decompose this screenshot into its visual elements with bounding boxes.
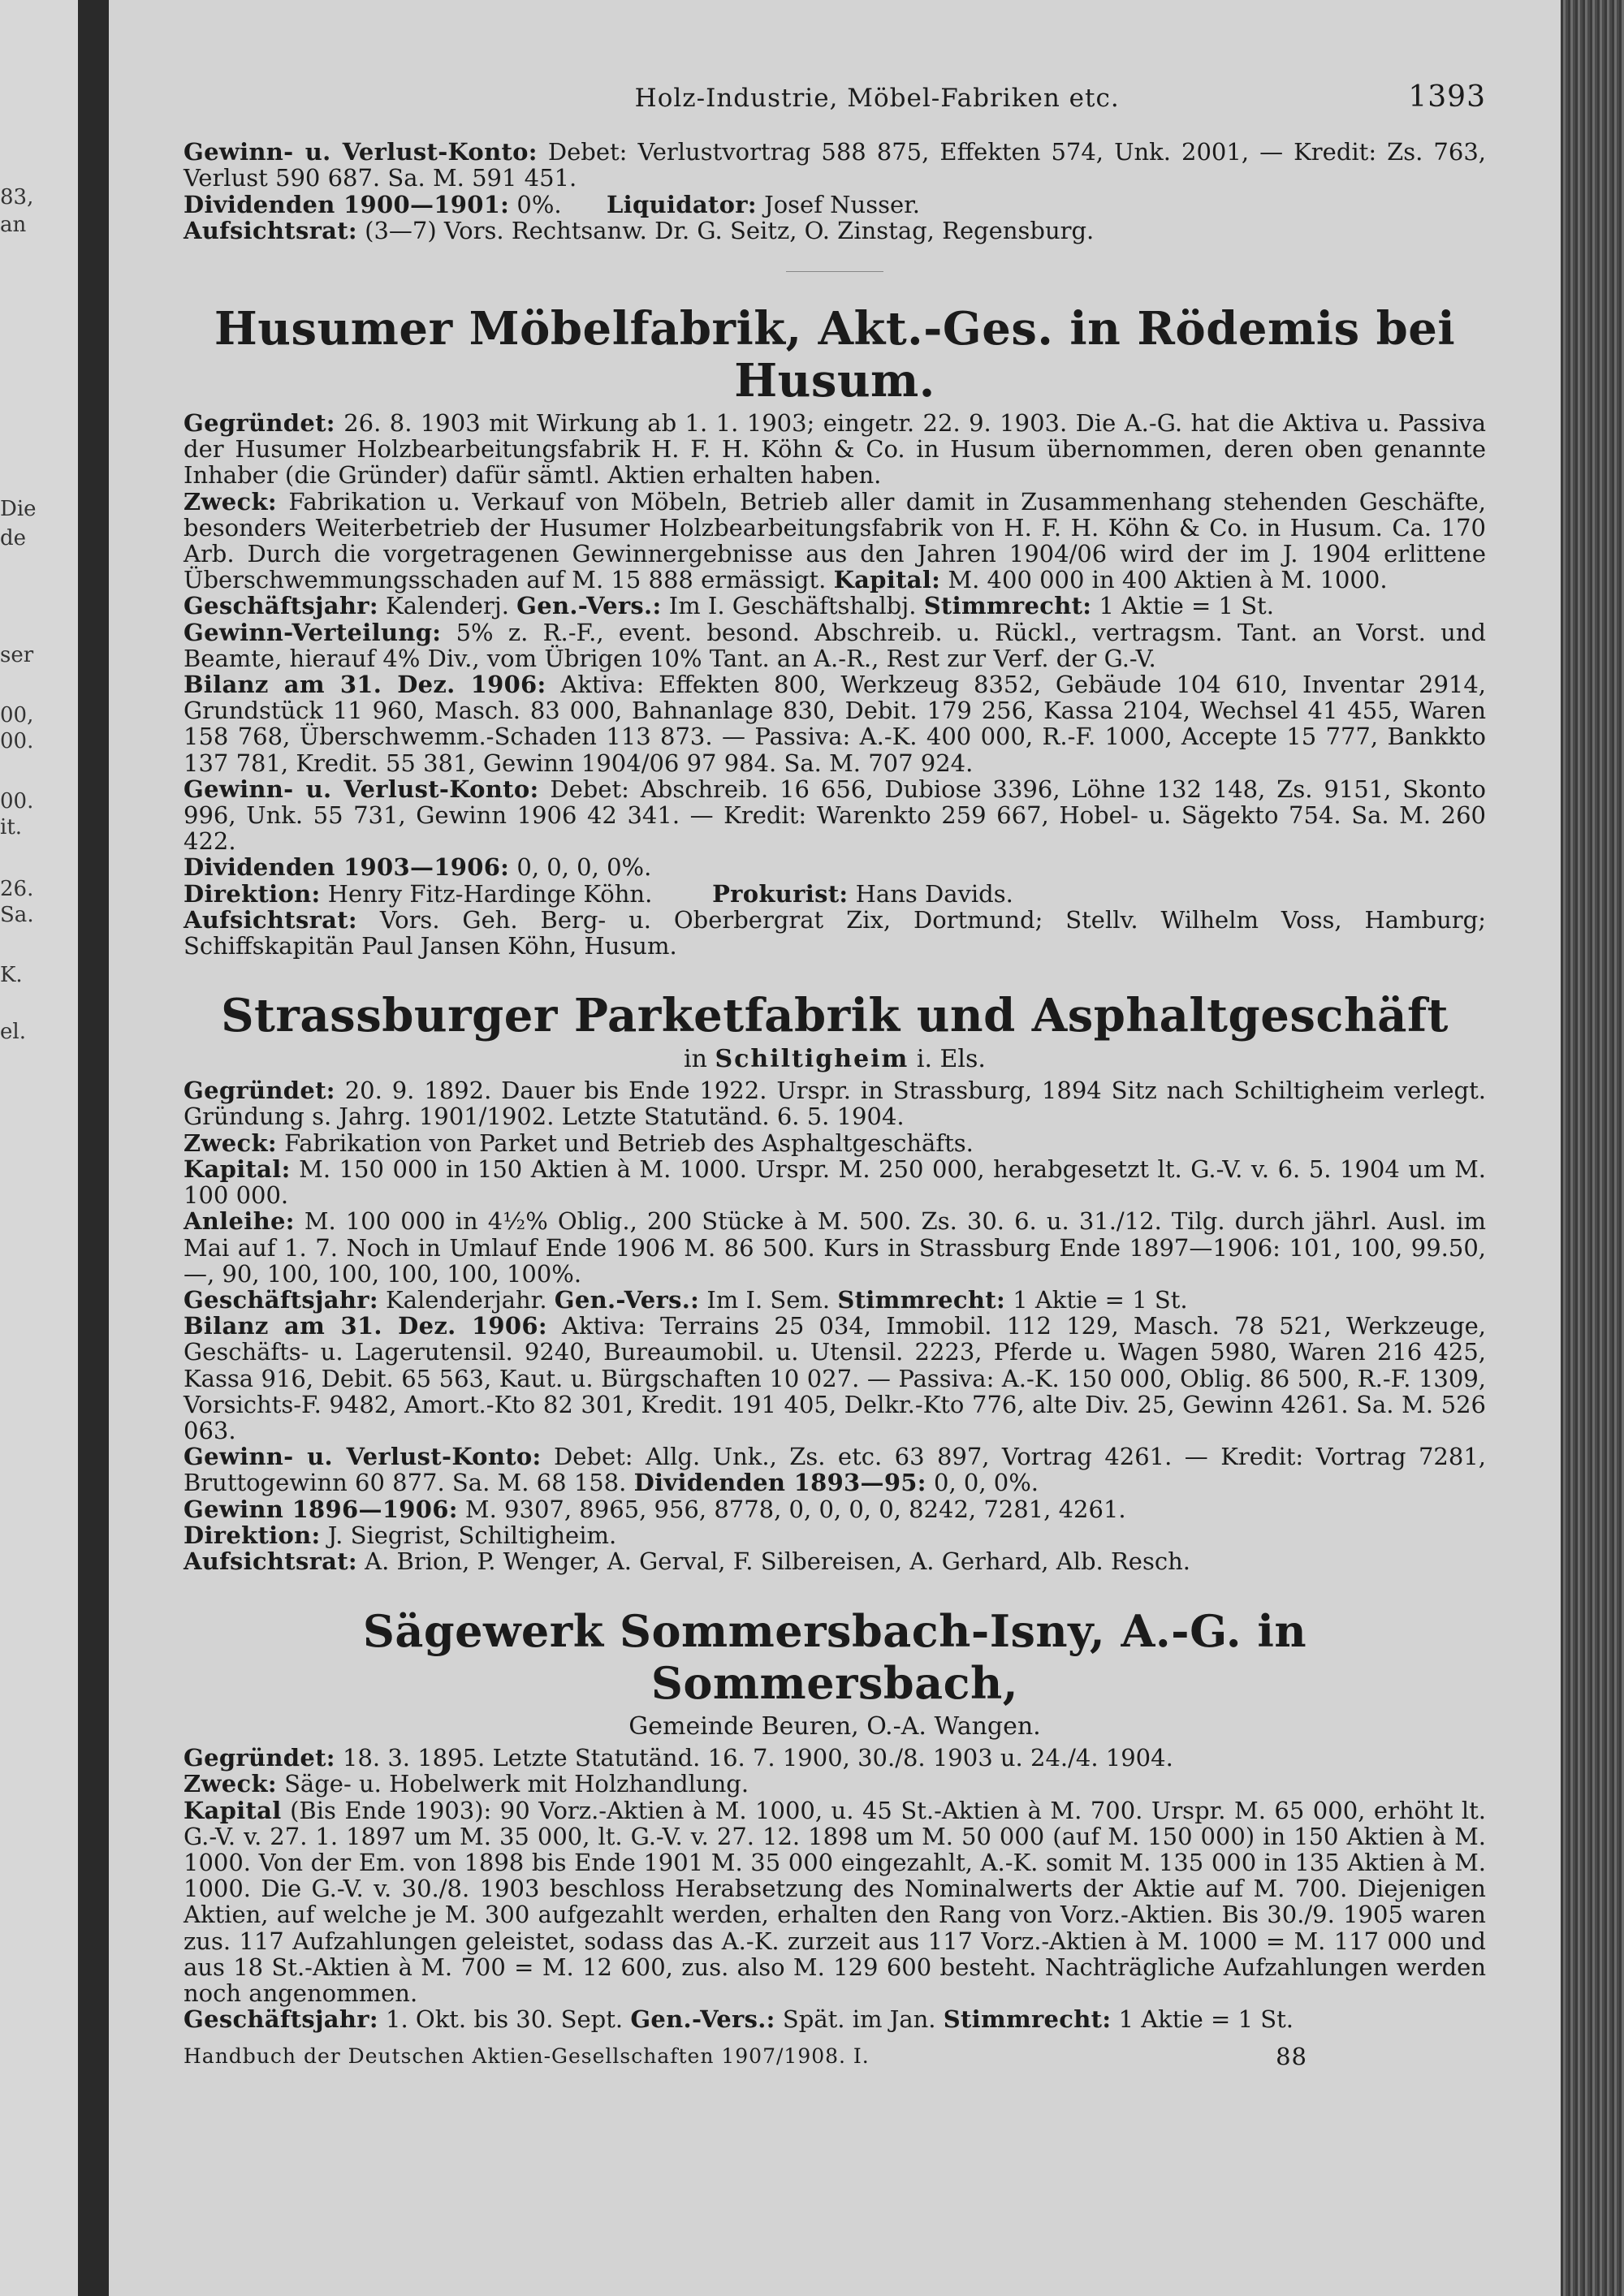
field-label: Gewinn-Verteilung: [184,618,442,646]
field-text: 20. 9. 1892. Dauer bis Ende 1922. Urspr. in Strassburg, 1894 Sitz nach Schiltigheim verlegt. Gründung s. Jahrg. 1901/1902. Letzte Statutänd. 6. 5. 1904. [184,1077,1486,1131]
left-page-margin [0,0,78,2296]
company-title: Sägewerk Sommersbach-Isny, A.-G. in Sommersbach, [362,1605,1307,1710]
margin-fragment: Sa. [0,903,34,927]
field-label: Gewinn- u. Verlust-Konto: [184,1443,542,1471]
field-label: Direktion: [184,879,321,908]
entry-paragraph [184,1745,1486,1771]
field-label: Dividenden 1900—1901: [184,190,510,218]
field-text: 1 Aktie = 1 St. [1099,592,1274,620]
field-text: Vors. Geh. Berg- u. Oberbergrat Zix, Dortmund; Stellv. Wilhelm Voss, Hamburg; Schiffskapitän Paul Jansen Köhn, Husum. [184,905,1486,960]
entry-paragraph [184,1771,1486,1797]
field-label: Bilanz am 31. Dez. 1906: [184,671,546,699]
entry-paragraph [184,1313,1486,1444]
running-head [184,80,1486,114]
entry-paragraph [184,192,1486,218]
field-label: Kapital: [833,566,941,594]
running-head-title: Holz-Industrie, Möbel-Fabriken etc. [634,84,1120,113]
margin-fragment: 00, [0,703,34,727]
field-text: Henry Fitz-Hardinge Köhn. [327,879,653,908]
entry-paragraph [184,1444,1486,1495]
field-label: Direktion: [184,1521,321,1549]
footer-source: Handbuch der Deutschen Aktien-Gesellschaften 1907/1908. I. [184,2044,870,2069]
margin-fragment: de [0,526,27,550]
field-text: M. 100 000 in 4½% Oblig., 200 Stücke à M. 500. Zs. 30. 6. u. 31./12. Tilg. durch jährl. Ausl. im Mai auf 1. 7. Noch in Umlauf Ende 1906 M. 86 500. Kurs in Strassburg Ende 1897—1906: 101, 100, 99.50, —, 90, 100, 100, 100, 100, 100%. [184,1207,1487,1288]
location-prefix: in [684,1045,707,1074]
field-label: Gegründet: [184,1077,335,1105]
margin-fragment: 00. [0,729,34,753]
company-location: Gemeinde Beuren, O.-A. Wangen. [628,1712,1041,1741]
field-text: Josef Nusser. [764,190,921,218]
page-footer [184,2044,1486,2069]
field-text: Debet: Abschreib. 16 656, Dubiose 3396, Löhne 132 148, Zs. 9151, Skonto 996, Unk. 55 731, Gewinn 1906 42 341. — Kredit: Warenkto 259 667, Hobel- u. Sägekto 754. Sa. M. 260 422. [184,775,1486,856]
entry-paragraph [184,218,1486,244]
field-label: Stimmrecht: [943,2005,1112,2034]
margin-fragment: it. [0,815,23,839]
field-text: 0, 0, 0, 0%. [516,853,652,882]
entry-paragraph [184,1548,1486,1574]
margin-fragment: 83, [0,185,34,209]
field-text: Aktiva: Terrains 25 034, Immobil. 112 129, Masch. 78 521, Werkzeuge, Geschäfts- u. Lagerutensil. 9240, Bureaumobil. u. Utensil. 2223, Pferde u. Wagen 5980, Waren 216 425, Kassa 916, Debit. 65 563, Kaut. u. Bürgschaften 10 027. — Passiva: A.-K. 150 000, Oblig. 86 500, R.-F. 1309, Vorsichts-F. 9482, Amort.-Kto 82 301, Kredit. 191 405, Delkr.-Kto 776, alte Div. 25, Gewinn 4261. Sa. M. 526 063. [184,1312,1487,1444]
field-text: 5% z. R.-F., event. besond. Abschreib. u. Rückl., vertragsm. Tant. an Vorst. und Beamte, hierauf 4% Div., vom Übrigen 10% Tant. an A.-R., Rest zur Verf. der G.-V. [184,618,1486,672]
field-text: Spät. im Jan. [782,2005,936,2034]
carryover-entry [184,139,1486,272]
location-suffix: i. Els. [916,1045,986,1074]
entry-paragraph [184,907,1486,959]
field-text: M. 400 000 in 400 Aktien à M. 1000. [948,566,1388,594]
entry-paragraph [184,2006,1486,2032]
field-label: Stimmrecht: [837,1285,1005,1314]
field-text: J. Siegrist, Schiltigheim. [327,1521,617,1549]
company-title: Strassburger Parketfabrik und Asphaltgeschäft [221,989,1449,1043]
field-label: Geschäftsjahr: [184,1285,378,1314]
margin-fragment: K. [0,963,23,987]
field-text: Kalenderj. [386,592,509,620]
field-label: Dividenden 1903—1906: [184,853,510,882]
field-text: (Bis Ende 1903): 90 Vorz.-Aktien à M. 1000, u. 45 St.-Aktien à M. 700. Urspr. M. 65 000, erhöht lt. G.-V. v. 27. 1. 1897 um M. 35 000, lt. G.-V. v. 27. 12. 1898 um M. 50 000 (auf M. 150 000) in 150 Aktien à M. 1000. Von der Em. von 1898 bis Ende 1901 M. 35 000 eingezahlt, A.-K. somit M. 135 000 in 135 Aktien à M. 1000. Die G.-V. v. 30./8. 1903 beschloss Herabsetzung des Nominalwerts der Aktie auf M. 700. Diejenigen Aktien, auf welche je M. 300 aufgezahlt werden, erhalten den Rang von Vorz.-Aktien. Bis 30./9. 1905 waren zus. 117 Aufzahlungen geleistet, sodass das A.-K. zurzeit aus 117 Vorz.-Aktien à M. 1000 = M. 117 000 und aus 18 St.-Aktien à M. 700 = M. 12 600, zus. also M. 129 600 besteht. Nachträgliche Aufzahlungen werden noch angenommen. [184,1796,1486,2007]
field-label: Gewinn- u. Verlust-Konto: [184,138,538,166]
field-label: Zweck: [184,1129,277,1157]
field-label: Gewinn 1896—1906: [184,1495,458,1523]
margin-fragment: an [0,213,27,237]
company-location [184,1045,1486,1074]
field-text: 18. 3. 1895. Letzte Statutänd. 16. 7. 1900, 30./8. 1903 u. 24./4. 1904. [343,1744,1173,1772]
footer-signature: 88 [1276,2043,1307,2071]
field-text: 0, 0, 0%. [934,1469,1039,1497]
field-label: Zweck: [184,1770,277,1798]
field-text: 1 Aktie = 1 St. [1118,2005,1294,2034]
margin-fragment: Die [0,497,37,521]
field-label: Geschäftsjahr: [184,592,378,620]
field-label: Gen.-Vers.: [630,2005,775,2034]
field-text: M. 9307, 8965, 956, 8778, 0, 0, 0, 0, 8242, 7281, 4261. [464,1495,1126,1523]
field-label: Stimmrecht: [923,592,1092,620]
field-text: Debet: Verlustvortrag 588 875, Effekten 574, Unk. 2001, — Kredit: Zs. 763, Verlust 590 687. Sa. M. 591 451. [184,138,1486,192]
document-page [109,0,1561,2296]
field-label: Geschäftsjahr: [184,2005,378,2034]
entry-paragraph [184,619,1486,671]
field-label: Prokurist: [712,879,849,908]
field-label: Dividenden 1893—95: [633,1469,926,1497]
field-label: Kapital [184,1796,282,1824]
field-text: Im I. Geschäftshalbj. [668,592,917,620]
book-gutter [78,0,109,2296]
field-text: Fabrikation u. Verkauf von Möbeln, Betrieb aller damit in Zusammenhang stehenden Geschäfte, besonders Weiterbetrieb der Husumer Holzbearbeitungsfabrik von H. F. H. Köhn & Co. in Husum. Ca. 170 Arb. Durch die vorgetragenen Gewinnergebnisse aus den Jahren 1904/06 wird der im J. 1904 erlittene Überschwemmungsschaden auf M. 15 888 ermässigt. [184,487,1486,594]
field-text: Säge- u. Hobelwerk mit Holzhandlung. [284,1770,749,1798]
field-text: Fabrikation von Parket und Betrieb des Asphaltgeschäfts. [284,1129,974,1157]
margin-fragment: 00. [0,789,34,814]
entry-paragraph [184,410,1486,489]
field-label: Gegründet: [184,409,335,438]
page-edge [1561,0,1624,2296]
margin-fragment: el. [0,1020,26,1044]
entry-paragraph [184,1287,1486,1313]
field-text: Im I. Sem. [706,1285,831,1314]
entry-paragraph [184,1522,1486,1548]
field-text: Hans Davids. [855,879,1013,908]
entry-paragraph [184,1798,1486,2007]
field-text: M. 150 000 in 150 Aktien à M. 1000. Urspr. M. 250 000, herabgesetzt lt. G.-V. v. 6. 5. 1904 um M. 100 000. [184,1154,1486,1210]
field-label: Gen.-Vers.: [516,592,662,620]
field-text: 0%. [516,190,562,218]
field-label: Aufsichtsrat: [184,905,357,934]
field-text: 1. Okt. bis 30. Sept. [386,2005,624,2034]
page-number: 1393 [1408,80,1486,114]
field-label: Aufsichtsrat: [184,1547,357,1575]
field-label: Anleihe: [184,1207,295,1236]
field-text: A. Brion, P. Wenger, A. Gerval, F. Silbereisen, A. Gerhard, Alb. Resch. [365,1547,1190,1575]
entry-paragraph [184,139,1486,191]
margin-fragment: 26. [0,877,34,901]
company-entry [184,1605,1486,2032]
entry-paragraph [184,1156,1486,1208]
entry-paragraph [184,1208,1486,1287]
location-name: Schiltigheim [715,1045,909,1074]
field-text: (3—7) Vors. Rechtsanw. Dr. G. Seitz, O. Zinstag, Regensburg. [365,216,1095,244]
field-label: Liquidator: [606,190,757,218]
entry-paragraph [184,854,1486,880]
entry-paragraph [184,593,1486,619]
field-text: Aktiva: Effekten 800, Werkzeug 8352, Gebäude 104 610, Inventar 2914, Grundstück 11 960, Masch. 83 000, Bahnanlage 830, Debit. 179 256, Kassa 2104, Wechsel 41 455, Waren 158 768, Überschwemm.-Schaden 113 873. — Passiva: A.-K. 400 000, R.-F. 1000, Accepte 15 777, Bankkto 137 781, Kredit. 55 381, Gewinn 1904/06 97 984. Sa. M. 707 924. [184,671,1487,777]
margin-fragment: ser [0,643,34,667]
field-label: Kapital: [184,1154,291,1183]
field-label: Gegründet: [184,1744,335,1772]
field-label: Aufsichtsrat: [184,216,357,244]
company-entry [184,990,1486,1574]
field-text: 1 Aktie = 1 St. [1013,1285,1188,1314]
entry-paragraph [184,1496,1486,1522]
section-divider [786,271,883,272]
field-label: Zweck: [184,487,277,516]
entry-paragraph [184,489,1486,593]
field-label: Gewinn- u. Verlust-Konto: [184,775,539,803]
entry-paragraph [184,881,1486,907]
entry-paragraph [184,776,1486,855]
page-content [184,80,1487,2071]
entry-paragraph [184,1130,1486,1156]
field-label: Gen.-Vers.: [554,1285,700,1314]
company-entry [184,303,1486,959]
field-label: Bilanz am 31. Dez. 1906: [184,1312,547,1340]
field-text: Debet: Allg. Unk., Zs. etc. 63 897, Vortrag 4261. — Kredit: Vortrag 7281, Bruttogewinn 60 877. Sa. M. 68 158. [184,1443,1486,1497]
field-text: 26. 8. 1903 mit Wirkung ab 1. 1. 1903; eingetr. 22. 9. 1903. Die A.-G. hat die Aktiva u. Passiva der Husumer Holzbearbeitungsfabrik H. F. H. Köhn & Co. in Husum übernommen, deren oben genannte Inhaber (die Gründer) dafür sämtl. Aktien erhalten haben. [184,409,1487,490]
entry-paragraph [184,1077,1486,1129]
field-text: Kalenderjahr. [386,1285,547,1314]
entry-paragraph [184,671,1486,776]
company-title: Husumer Möbelfabrik, Akt.-Ges. in Rödemis bei Husum. [214,302,1456,408]
